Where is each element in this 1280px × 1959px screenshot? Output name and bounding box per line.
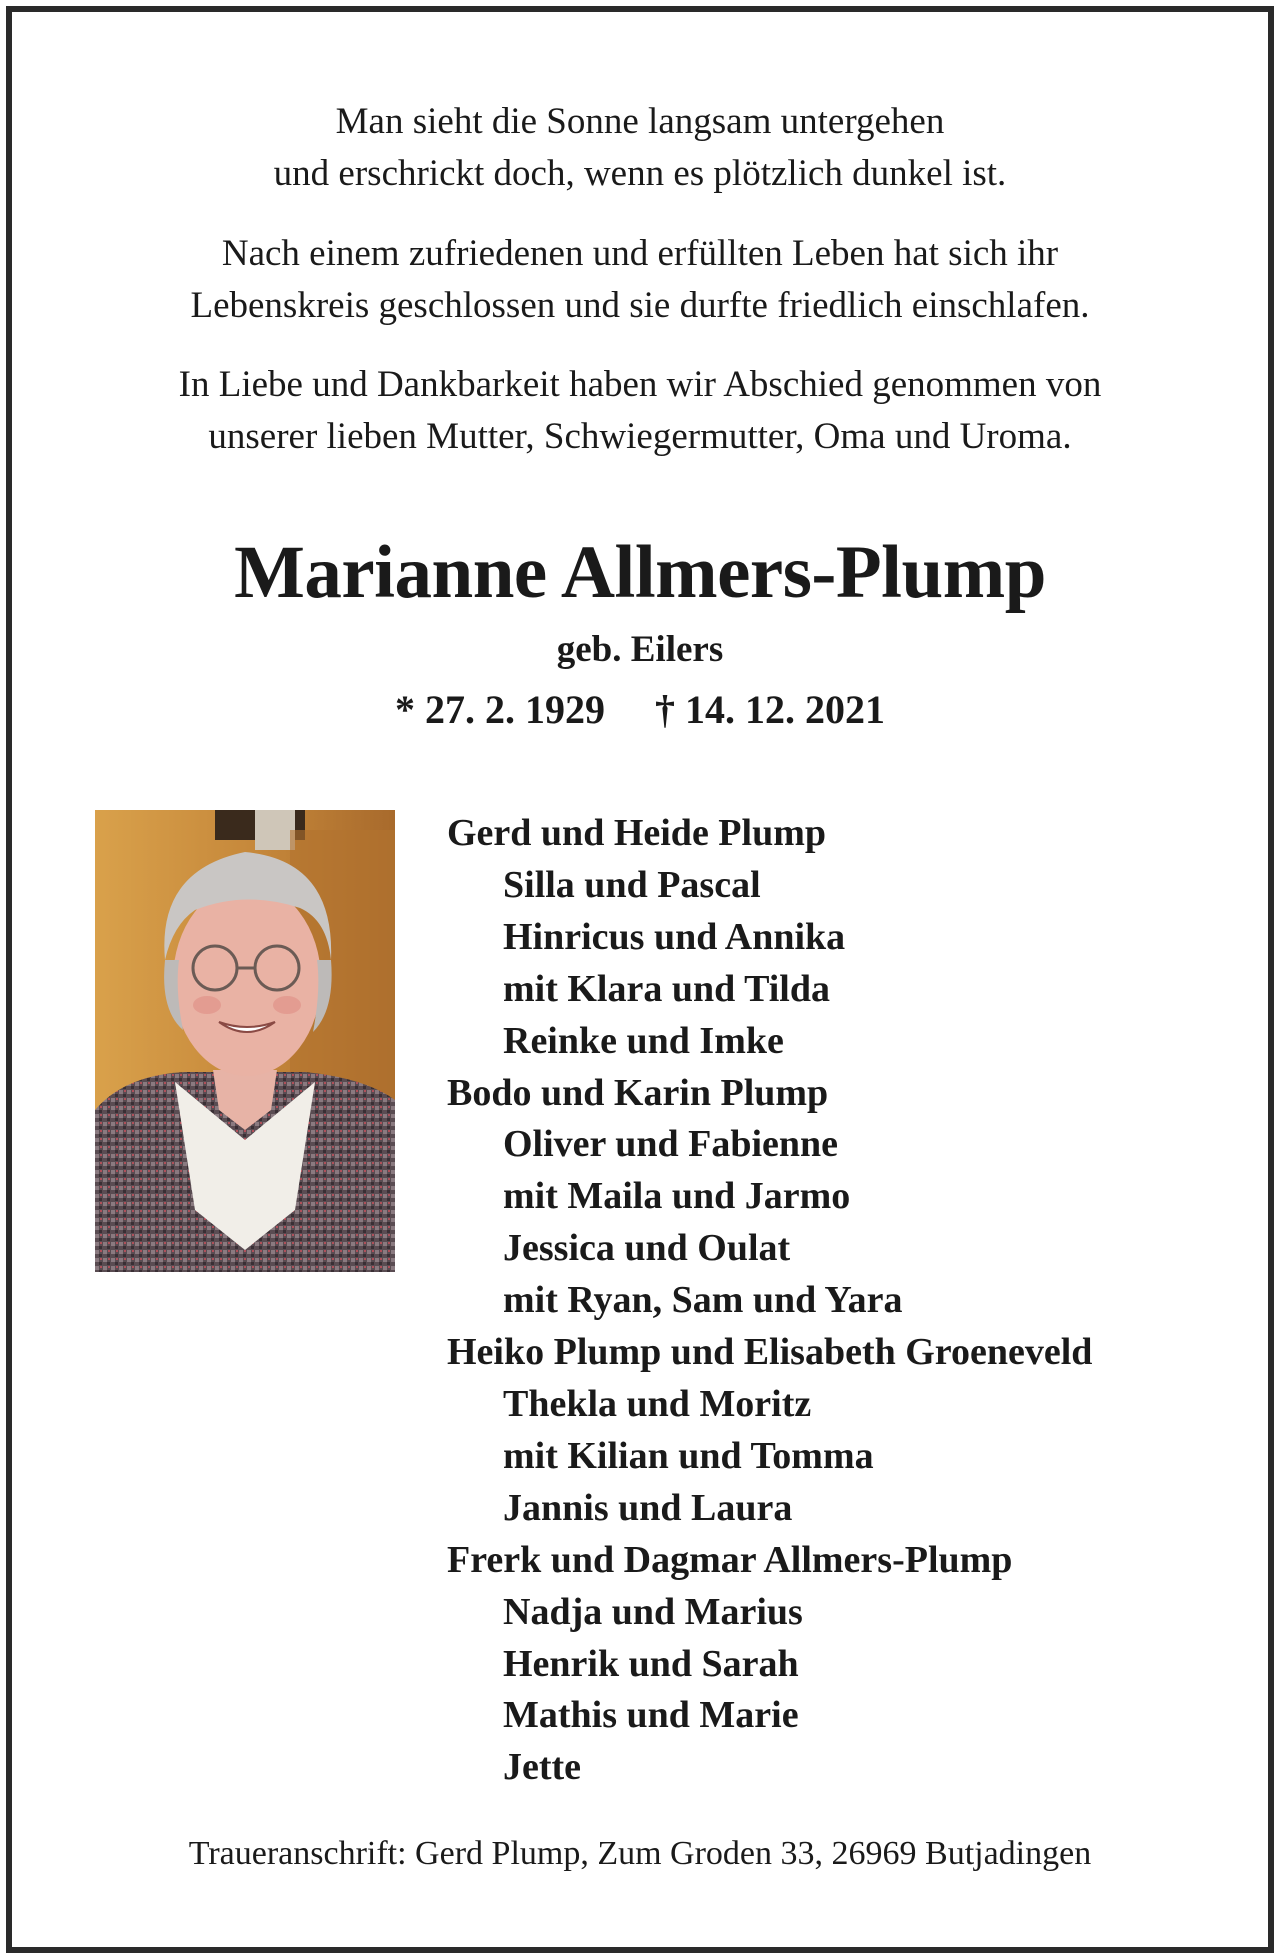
mourner-child-line: mit Ryan, Sam und Yara bbox=[503, 1279, 903, 1322]
poem-stanza-1 bbox=[12, 96, 1268, 200]
poem-line: unserer lieben Mutter, Schwiegermutter, Oma und Uroma. bbox=[208, 416, 1072, 457]
mourner-child-line: Nadja und Marius bbox=[503, 1590, 803, 1633]
death-date: † 14. 12. 2021 bbox=[655, 687, 885, 732]
life-dates bbox=[12, 682, 1268, 738]
portrait-image bbox=[95, 810, 395, 1272]
mourner-child-line: Oliver und Fabienne bbox=[503, 1123, 839, 1166]
poem-line: Man sieht die Sonne langsam untergehen bbox=[335, 101, 945, 142]
mourner-family-line: Gerd und Heide Plump bbox=[447, 812, 826, 854]
mourner-family-line: Heiko Plump und Elisabeth Groeneveld bbox=[447, 1331, 1093, 1374]
condolence-address: Traueranschrift: Gerd Plump, Zum Groden 33, 26969 Butjadingen bbox=[188, 1835, 1092, 1872]
poem-line: Lebenskreis geschlossen und sie durfte friedlich einschlafen. bbox=[190, 285, 1090, 326]
poem-stanza-2 bbox=[12, 228, 1268, 332]
mourner-child-line: Reinke und Imke bbox=[503, 1019, 784, 1062]
mourner-child-line: mit Maila und Jarmo bbox=[503, 1175, 851, 1218]
mourner-child-line: mit Kilian und Tomma bbox=[503, 1434, 874, 1477]
mourner-child-line: Mathis und Marie bbox=[503, 1694, 799, 1737]
mourner-child-line: Thekla und Moritz bbox=[503, 1382, 812, 1425]
mourners-list bbox=[447, 808, 1092, 1794]
maiden-name: geb. Eilers bbox=[556, 629, 724, 670]
mourner-family-line: Frerk und Dagmar Allmers-Plump bbox=[447, 1538, 1013, 1581]
poem-line: In Liebe und Dankbarkeit haben wir Abschied genommen von bbox=[178, 364, 1102, 405]
portrait-photo bbox=[95, 810, 395, 1272]
mourner-child-line: mit Klara und Tilda bbox=[503, 967, 830, 1010]
poem-stanza-3 bbox=[12, 359, 1268, 463]
mourner-child-line: Hinricus und Annika bbox=[503, 915, 846, 958]
mourner-family-line: Bodo und Karin Plump bbox=[447, 1071, 829, 1114]
obituary-frame bbox=[6, 6, 1274, 1953]
mourner-child-line: Henrik und Sarah bbox=[503, 1642, 799, 1685]
mourner-child-line: Silla und Pascal bbox=[503, 863, 761, 906]
poem-line: und erschrickt doch, wenn es plötzlich dunkel ist. bbox=[273, 153, 1007, 194]
mourner-child-line: Jessica und Oulat bbox=[503, 1227, 791, 1270]
mourner-child-line: Jette bbox=[503, 1746, 582, 1789]
deceased-name: Marianne Allmers-Plump bbox=[234, 531, 1046, 614]
poem-line: Nach einem zufriedenen und erfüllten Leben hat sich ihr bbox=[221, 233, 1059, 274]
mourner-child-line: Jannis und Laura bbox=[503, 1486, 793, 1529]
birth-date: * 27. 2. 1929 bbox=[395, 687, 605, 732]
